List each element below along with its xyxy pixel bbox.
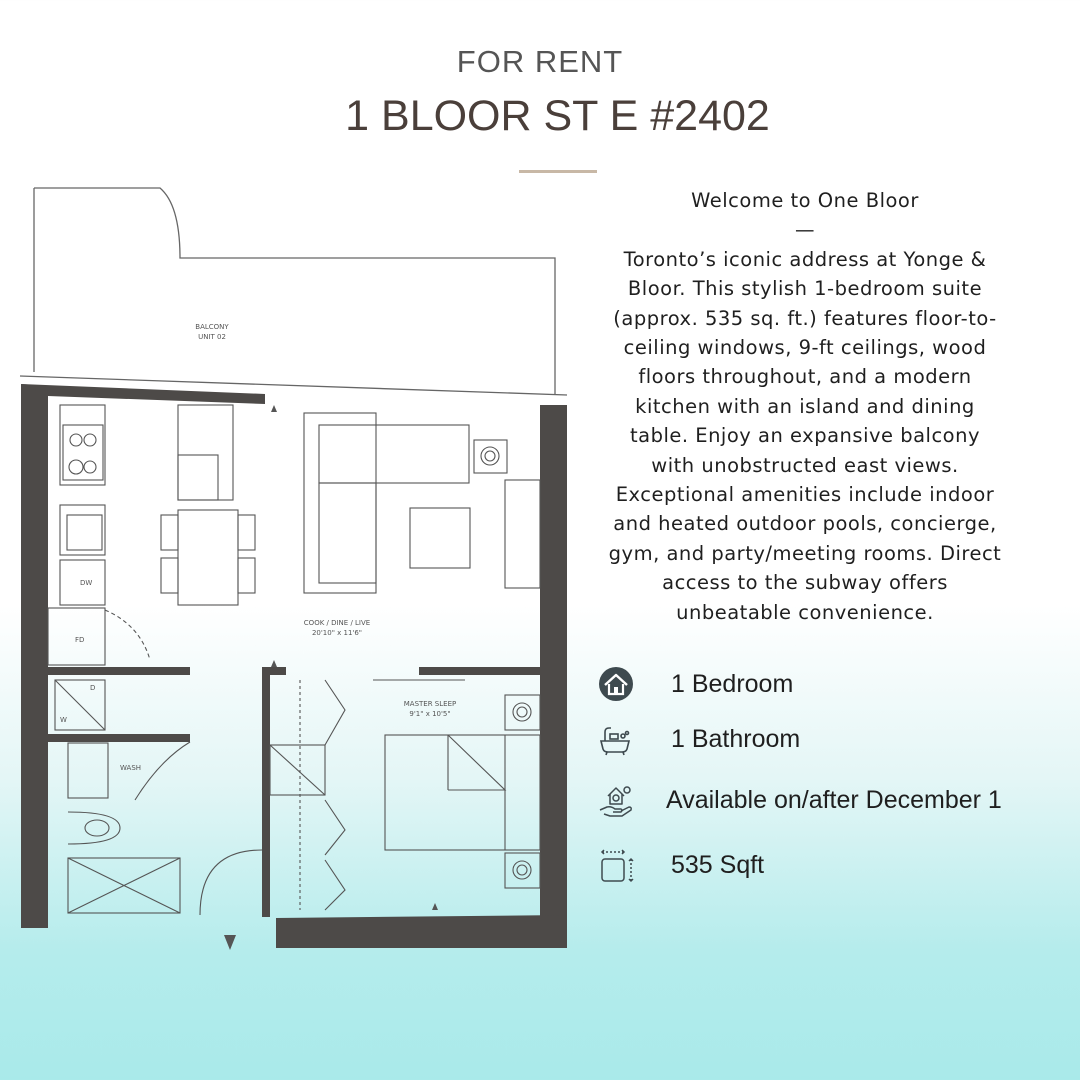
- dryer-label: D: [90, 684, 96, 692]
- living-room-dims: 20'10" x 11'6": [311, 629, 363, 637]
- description-line: Exceptional amenities include indoor: [615, 483, 995, 507]
- feature-label: Available on/after December 1: [666, 786, 1002, 814]
- feature-area: [596, 845, 1056, 885]
- title-divider: [519, 170, 597, 173]
- description-line: (approx. 535 sq. ft.) features floor-to-: [613, 306, 997, 330]
- bedroom-dims: 9'1" x 10'5": [409, 710, 451, 718]
- listing-description: [595, 186, 1015, 627]
- feature-bedrooms: [596, 664, 1056, 704]
- description-line: Toronto’s iconic address at Yonge &: [623, 247, 987, 271]
- description-line: floors throughout, and a modern: [638, 365, 972, 389]
- hand-house-icon: [596, 780, 636, 820]
- listing-address: 1 BLOOR ST E #2402: [345, 92, 770, 140]
- washer-label: W: [60, 716, 67, 724]
- description-line: table. Enjoy an expansive balcony: [629, 424, 981, 448]
- description-line: gym, and party/meeting rooms. Direct: [608, 541, 1002, 565]
- description-line: with unobstructed east views.: [651, 453, 959, 477]
- floor-plan: [18, 186, 578, 956]
- feature-availability: [596, 780, 1056, 820]
- feature-label: 1 Bedroom: [671, 670, 794, 698]
- description-dash: —: [795, 218, 815, 242]
- house-icon: [596, 664, 636, 704]
- listing-status: FOR RENT: [456, 44, 624, 79]
- balcony-outline: [34, 188, 555, 394]
- area-icon: [596, 845, 636, 885]
- description-line: ceiling windows, 9-ft ceilings, wood: [623, 336, 987, 360]
- balcony-label: BALCONY: [195, 323, 229, 331]
- feature-label: 535 Sqft: [671, 851, 765, 879]
- fridge-label: FD: [75, 636, 85, 644]
- feature-label: 1 Bathroom: [671, 725, 801, 753]
- bathtub-icon: [596, 719, 636, 759]
- balcony-unit-label: UNIT 02: [198, 333, 226, 341]
- description-line: and heated outdoor pools, concierge,: [613, 512, 997, 536]
- description-line: Bloor. This stylish 1-bedroom suite: [627, 277, 983, 301]
- description-line: access to the subway offers: [662, 571, 948, 595]
- description-line: unbeatable convenience.: [676, 600, 934, 624]
- living-room-label: COOK / DINE / LIVE: [303, 619, 371, 627]
- dishwasher-label: DW: [80, 579, 93, 587]
- wash-room-label: WASH: [120, 764, 142, 772]
- description-line: kitchen with an island and dining: [635, 394, 975, 418]
- feature-bathrooms: [596, 719, 1056, 759]
- bedroom-label: MASTER SLEEP: [403, 700, 457, 708]
- description-heading: Welcome to One Bloor: [691, 189, 919, 212]
